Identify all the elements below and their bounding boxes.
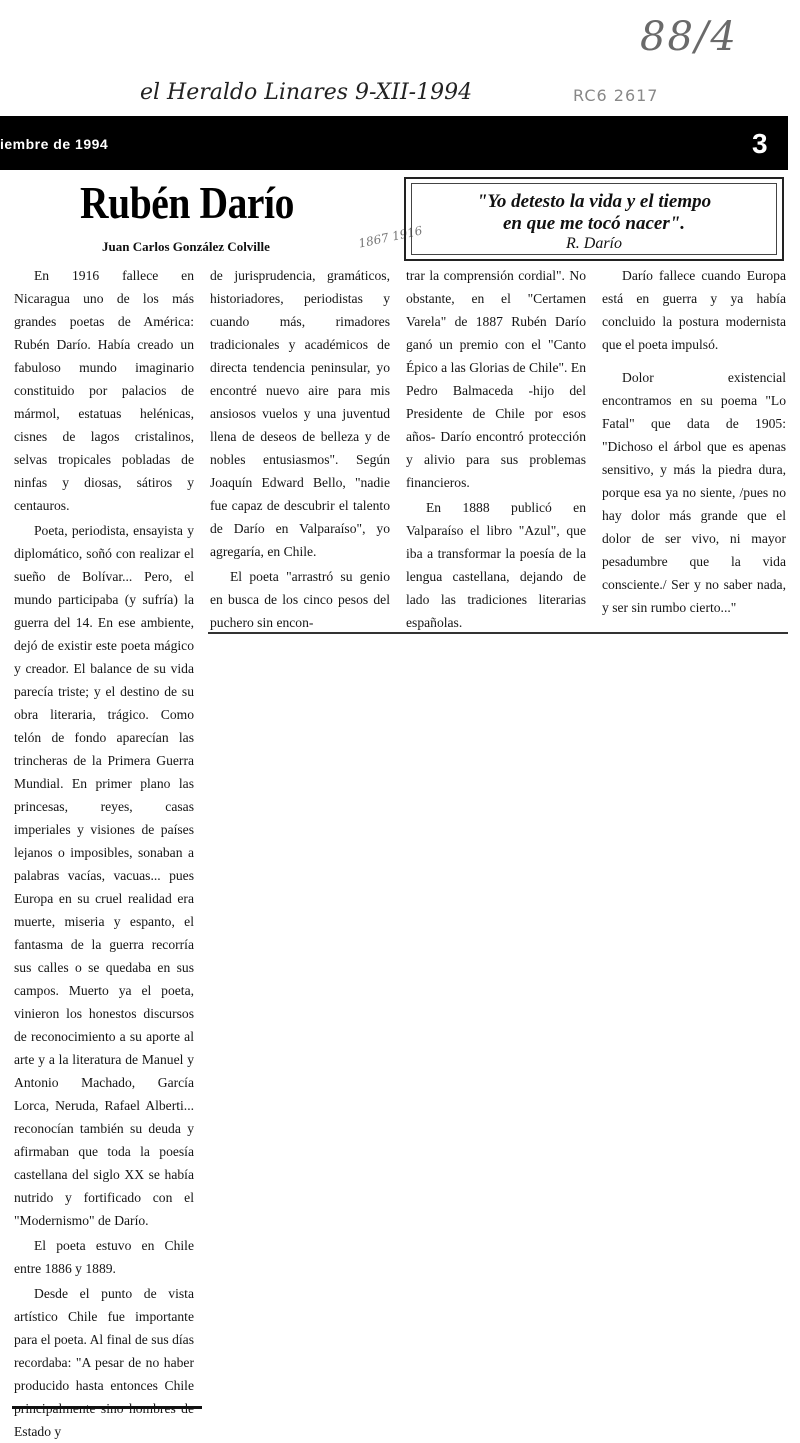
pull-quote-box — [404, 177, 784, 261]
pull-quote-inner-frame — [411, 183, 777, 255]
archive-reference-code: RC6 2617 — [573, 86, 659, 105]
newspaper-header-bar — [0, 116, 788, 170]
paragraph: En 1888 publicó en Valparaíso el libro "Azul", que iba a transformar la poesía de la lengua castellana, dejando de lado las tradiciones literarias españolas. — [406, 500, 586, 630]
paragraph: En 1916 fallece en Nicaragua uno de los más grandes poetas de América: Rubén Darío. Había creado un fabuloso mundo imaginario constituido por palacios de mármol, estatuas helénicas, cisnes de lagos cristalinos, selvas tropicales pobladas de ninfas y diosas, sátiros y centauros. — [14, 268, 194, 513]
pull-quote-text — [412, 191, 776, 235]
pull-quote-line-1: "Yo detesto la vida y el tiempo — [476, 191, 712, 212]
paragraph: Darío fallece cuando Europa está en guerra y ya había concluido la postura modernista que el poeta impulsó. — [602, 268, 786, 352]
paragraph: de jurisprudencia, gramáticos, historiadores, periodistas y cuando más, rimadores tradicionales y académicos de directa tendencia peninsular, yo encontré nuevo aire para mis ansiosos vuelos y una juventud llena de deseos de belleza y de nobles entusiasmos". Según Joaquín Edward Bello, "nadie fue capaz de descubrir el talento de Darío en Valparaíso", yo agregaría, en Chile. — [210, 268, 390, 559]
article-column-3 — [406, 264, 586, 634]
pull-quote-author: R. Darío — [566, 235, 622, 252]
handwritten-source-note: el Heraldo Linares 9-XII-1994 — [140, 80, 473, 105]
article-end-rule — [12, 1406, 202, 1409]
paragraph: El poeta "arrastró su genio en busca de los cinco pesos del puchero sin encon- — [210, 569, 390, 630]
archive-pencil-number: 88/4 — [640, 14, 738, 60]
paragraph: Poeta, periodista, ensayista y diplomático, soñó con realizar el sueño de Bolívar... Pero, el mundo participaba (y sufría) la guerra del 14. En ese ambiente, dejó de existir este poeta mágico y creador. El balance de su vida parecía triste; y el destino de su obra literaria, trágico. Como telón de fondo aparecían las trincheras de la Primera Guerra Mundial. En primer plano las princesas, reyes, casas imperiales y visiones de países lejanos o imposibles, sonaban a palabras vacías, vacuas... pues Europa en su cruel realidad era muerte, miseria y espanto, el fantasma de la guerra recorría sus calles o se quedaba en sus campos. Muerto ya el poeta, vinieron los honestos discursos de reconocimiento a su aporte al arte y a la literatura de Manuel y Antonio Machado, García Lorca, Neruda, Rafael Alberti... reconocían también su deuda y afirmaban que toda la poesía castellana del siglo XX se había nutrido y fortificado con el "Modernismo" de Darío. — [14, 523, 194, 1228]
paragraph: El poeta estuvo en Chile entre 1886 y 1889. — [14, 1238, 194, 1276]
article-column-1 — [14, 264, 194, 1443]
paragraph: Desde el punto de vista artístico Chile fue importante para el poeta. Al final de sus días recordaba: "A pesar de no haber producido hasta entonces Chile Estado y — [14, 1286, 194, 1439]
article-column-4 — [602, 264, 786, 619]
article-headline: Rubén Darío — [80, 177, 294, 228]
page-number: 3 — [752, 128, 768, 159]
article-column-2 — [210, 264, 390, 634]
article-byline: Juan Carlos González Colville — [102, 239, 270, 254]
header-date: iembre de 1994 — [0, 136, 109, 152]
column-end-rule — [208, 632, 788, 634]
paragraph: Dolor existencial encontramos en su poema "Lo Fatal" que data de 1905: "Dichoso el árbol que es apenas sensitivo, y más la piedra dura, porque esa ya no siente, /pues no hay dolor más grande que el dolor de ser vivo, ni mayor pesadumbre que la vida consciente./ Ser y no saber nada, y ser sin rumbo cierto..." — [602, 370, 786, 615]
paragraph: trar la comprensión cordial". No obstante, en el "Certamen Varela" de 1887 Rubén Darío ganó un premio con el "Canto Épico a las Glorias de Chile". En Pedro Balmaceda -hijo del Presidente de Chile por esos años- Darío encontró protección y alivio para sus problemas financieros. — [406, 268, 586, 490]
handwritten-margin-dates: 1867 1916 — [357, 223, 424, 251]
pull-quote-line-2: en que me tocó nacer". — [502, 213, 686, 234]
